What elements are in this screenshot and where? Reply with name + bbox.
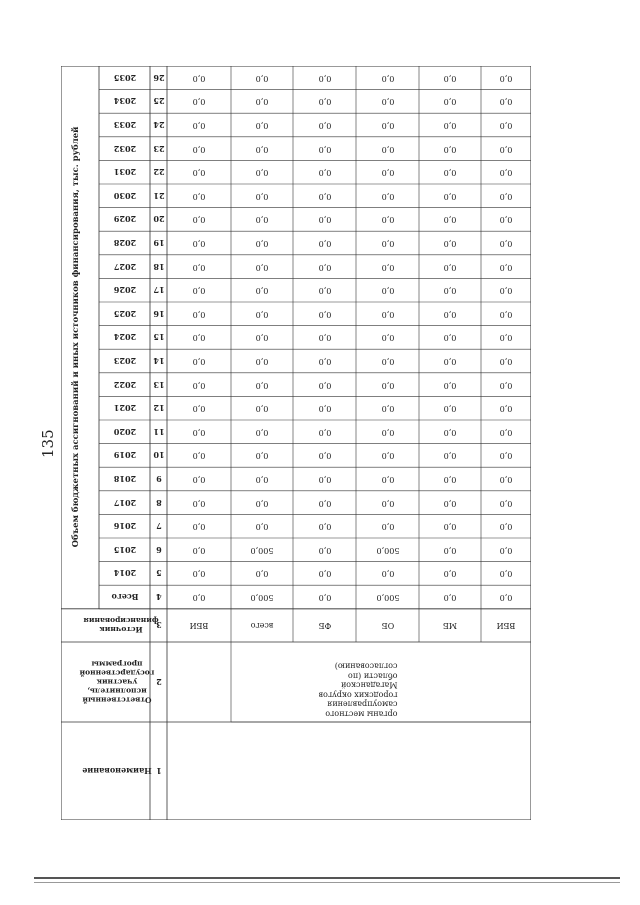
total-cell: 500,0 xyxy=(250,593,274,602)
data-cell: 0,0 xyxy=(381,97,394,107)
data-cell: 0,0 xyxy=(381,380,394,390)
data-cell: 0,0 xyxy=(443,168,457,178)
col-number: 20 xyxy=(152,214,165,225)
data-cell: 0,0 xyxy=(318,73,331,83)
data-cell: 0,0 xyxy=(318,451,331,461)
data-cell: 0,0 xyxy=(255,168,269,178)
col-number: 5 xyxy=(155,568,162,579)
data-cell: 0,0 xyxy=(381,215,394,225)
col-number: 23 xyxy=(152,143,165,154)
total-cell: 0,0 xyxy=(192,593,206,602)
data-cell: 0,0 xyxy=(192,357,206,366)
data-cell: 0,0 xyxy=(381,475,394,484)
data-cell: 0,0 xyxy=(192,73,206,83)
data-cell: 0,0 xyxy=(318,380,331,390)
responsible-text: органы местного самоуправления городских округов Магаданской области (по согласованию) xyxy=(318,662,397,719)
year-label: 2028 xyxy=(113,238,136,248)
data-cell: 0,0 xyxy=(318,545,331,555)
col-number: 17 xyxy=(152,285,165,296)
data-cell: 0,0 xyxy=(255,333,269,343)
data-cell: 0,0 xyxy=(318,168,331,178)
data-cell: 0,0 xyxy=(192,404,206,414)
year-label: 2015 xyxy=(113,544,136,555)
year-label: 2025 xyxy=(113,308,136,319)
data-cell: 0,0 xyxy=(499,545,513,555)
year-label: 2029 xyxy=(113,214,136,225)
data-cell: 0,0 xyxy=(499,73,513,83)
data-cell: 0,0 xyxy=(443,427,457,437)
data-cell: 0,0 xyxy=(255,215,269,225)
col-number: 16 xyxy=(152,308,165,319)
col-number: 8 xyxy=(155,497,162,508)
data-cell: 0,0 xyxy=(192,569,206,579)
page-number: 135 xyxy=(39,429,57,458)
total-label: Всего xyxy=(111,592,138,602)
data-cell: 0,0 xyxy=(192,286,206,296)
data-cell: 0,0 xyxy=(318,522,331,532)
data-cell: 0,0 xyxy=(192,97,206,107)
col-number: 21 xyxy=(152,190,165,201)
data-cell: 0,0 xyxy=(318,357,331,366)
col-number: 4 xyxy=(155,592,162,602)
col-number: 3 xyxy=(155,620,162,631)
data-cell: 0,0 xyxy=(443,545,457,555)
data-cell: 0,0 xyxy=(443,239,457,248)
data-cell: 0,0 xyxy=(499,215,513,225)
data-cell: 0,0 xyxy=(192,262,206,272)
data-cell: 0,0 xyxy=(192,522,206,532)
total-cell: 0,0 xyxy=(443,593,457,602)
data-cell: 0,0 xyxy=(443,286,457,296)
data-cell: 0,0 xyxy=(499,97,513,107)
name-header: Наименование xyxy=(81,766,152,776)
col-number: 2 xyxy=(155,677,162,687)
year-label: 2017 xyxy=(113,497,136,508)
data-cell: 0,0 xyxy=(381,239,394,248)
data-cell: 0,0 xyxy=(192,333,206,343)
data-cell: 0,0 xyxy=(255,498,269,508)
data-cell: 0,0 xyxy=(499,309,513,319)
col-number: 6 xyxy=(155,544,162,555)
data-cell: 0,0 xyxy=(381,451,394,461)
data-cell: 0,0 xyxy=(381,144,394,154)
total-cell: 500,0 xyxy=(376,593,399,602)
data-cell: 0,0 xyxy=(443,357,457,366)
total-cell: 0,0 xyxy=(318,593,331,602)
data-cell: 0,0 xyxy=(443,144,457,154)
data-cell: 0,0 xyxy=(499,191,513,201)
data-cell: 0,0 xyxy=(381,357,394,366)
footer-rule xyxy=(34,877,620,879)
data-cell: 0,0 xyxy=(499,239,513,248)
data-cell: 0,0 xyxy=(318,498,331,508)
data-cell: 0,0 xyxy=(318,569,331,579)
data-cell: 0,0 xyxy=(255,286,269,296)
data-cell: 0,0 xyxy=(192,121,206,130)
data-cell: 0,0 xyxy=(318,191,331,201)
data-cell: 0,0 xyxy=(443,569,457,579)
data-cell: 0,0 xyxy=(443,97,457,107)
data-cell: 0,0 xyxy=(318,239,331,248)
data-cell: 0,0 xyxy=(499,380,513,390)
data-cell: 0,0 xyxy=(318,286,331,296)
data-cell: 0,0 xyxy=(255,73,269,83)
data-cell: 0,0 xyxy=(318,97,331,107)
data-cell: 0,0 xyxy=(499,451,513,461)
data-cell: 0,0 xyxy=(381,427,394,437)
data-cell: 0,0 xyxy=(381,404,394,414)
source-cell: ВБИ xyxy=(189,621,209,631)
year-label: 2032 xyxy=(113,143,136,154)
data-cell: 0,0 xyxy=(443,262,457,272)
table-grid xyxy=(61,66,531,820)
year-label: 2026 xyxy=(113,285,136,296)
year-label: 2022 xyxy=(113,379,136,390)
year-label: 2033 xyxy=(113,120,136,130)
data-cell: 0,0 xyxy=(192,451,206,461)
data-cell: 0,0 xyxy=(255,569,269,579)
data-cell: 0,0 xyxy=(381,333,394,343)
data-cell: 0,0 xyxy=(499,357,513,366)
data-cell: 0,0 xyxy=(443,380,457,390)
data-cell: 0,0 xyxy=(499,286,513,296)
col-number: 26 xyxy=(152,72,165,83)
data-cell: 0,0 xyxy=(192,144,206,154)
year-label: 2035 xyxy=(113,72,136,83)
data-cell: 0,0 xyxy=(255,404,269,414)
data-cell: 0,0 xyxy=(318,404,331,414)
data-cell: 0,0 xyxy=(255,144,269,154)
data-cell: 0,0 xyxy=(443,522,457,532)
data-cell: 0,0 xyxy=(318,333,331,343)
data-cell: 0,0 xyxy=(499,522,513,532)
data-cell: 0,0 xyxy=(192,191,206,201)
data-cell: 0,0 xyxy=(443,451,457,461)
data-cell: 0,0 xyxy=(192,309,206,319)
data-cell: 0,0 xyxy=(443,215,457,225)
data-cell: 0,0 xyxy=(192,475,206,484)
data-cell: 0,0 xyxy=(381,569,394,579)
data-cell: 0,0 xyxy=(255,262,269,272)
data-cell: 0,0 xyxy=(443,404,457,414)
data-cell: 0,0 xyxy=(443,309,457,319)
year-label: 2027 xyxy=(113,261,136,272)
source-header: Источник финансирования xyxy=(82,616,159,635)
col-number: 22 xyxy=(152,167,165,178)
data-cell: 0,0 xyxy=(443,498,457,508)
data-cell: 0,0 xyxy=(318,427,331,437)
data-cell: 0,0 xyxy=(192,168,206,178)
year-label: 2021 xyxy=(113,403,136,414)
budget-table xyxy=(61,66,531,820)
col-number: 11 xyxy=(152,426,165,437)
data-cell: 0,0 xyxy=(499,404,513,414)
data-cell: 0,0 xyxy=(499,262,513,272)
col-number: 7 xyxy=(155,521,162,532)
col-number: 10 xyxy=(152,450,165,461)
year-label: 2020 xyxy=(113,426,136,437)
data-cell: 0,0 xyxy=(318,121,331,130)
data-cell: 0,0 xyxy=(192,380,206,390)
data-cell: 0,0 xyxy=(192,545,206,555)
data-cell: 0,0 xyxy=(381,522,394,532)
year-label: 2016 xyxy=(113,521,136,532)
data-cell: 0,0 xyxy=(255,475,269,484)
year-label: 2018 xyxy=(113,474,136,484)
source-cell: всего xyxy=(250,621,274,631)
year-label: 2019 xyxy=(113,450,136,461)
data-cell: 0,0 xyxy=(318,144,331,154)
data-cell: 0,0 xyxy=(255,239,269,248)
col-number: 18 xyxy=(152,261,165,272)
source-cell: МБ xyxy=(442,621,458,631)
data-cell: 0,0 xyxy=(318,309,331,319)
data-cell: 0,0 xyxy=(499,121,513,130)
data-cell: 0,0 xyxy=(255,309,269,319)
data-cell: 0,0 xyxy=(192,498,206,508)
data-cell: 0,0 xyxy=(255,357,269,366)
data-cell: 0,0 xyxy=(381,498,394,508)
data-cell: 0,0 xyxy=(381,262,394,272)
data-cell: 0,0 xyxy=(192,427,206,437)
data-cell: 0,0 xyxy=(255,97,269,107)
data-cell: 0,0 xyxy=(443,475,457,484)
data-cell: 0,0 xyxy=(499,498,513,508)
data-cell: 0,0 xyxy=(318,262,331,272)
data-cell: 0,0 xyxy=(499,333,513,343)
col-number: 13 xyxy=(152,379,165,390)
data-cell: 0,0 xyxy=(381,286,394,296)
col-number: 12 xyxy=(152,403,165,414)
col-number: 1 xyxy=(155,766,162,776)
data-cell: 0,0 xyxy=(255,427,269,437)
col-number: 25 xyxy=(152,96,165,107)
data-cell: 0,0 xyxy=(381,309,394,319)
data-cell: 0,0 xyxy=(499,569,513,579)
source-cell: ВБИ xyxy=(496,621,516,631)
col-number: 9 xyxy=(155,474,162,484)
data-cell: 0,0 xyxy=(255,380,269,390)
data-cell: 0,0 xyxy=(381,168,394,178)
col-number: 14 xyxy=(152,356,165,366)
year-label: 2024 xyxy=(113,332,136,343)
col-number: 24 xyxy=(152,120,165,130)
year-label: 2034 xyxy=(113,96,136,107)
data-cell: 0,0 xyxy=(255,191,269,201)
source-cell: ФБ xyxy=(318,621,331,631)
footer-rule-thin xyxy=(34,882,620,883)
data-cell: 0,0 xyxy=(192,215,206,225)
data-cell: 0,0 xyxy=(499,427,513,437)
data-cell: 0,0 xyxy=(255,121,269,130)
year-label: 2031 xyxy=(113,167,136,178)
funding-group-title: Объем бюджетных ассигнований и иных источников финансирования, тыс. рублей xyxy=(71,126,81,548)
data-cell: 0,0 xyxy=(443,73,457,83)
data-cell: 0,0 xyxy=(381,121,394,130)
data-cell: 0,0 xyxy=(499,144,513,154)
data-cell: 0,0 xyxy=(318,215,331,225)
col-number: 15 xyxy=(152,332,165,343)
data-cell: 0,0 xyxy=(499,475,513,484)
data-cell: 0,0 xyxy=(381,73,394,83)
year-label: 2030 xyxy=(113,190,136,201)
data-cell: 0,0 xyxy=(255,522,269,532)
col-number: 19 xyxy=(152,238,165,248)
data-cell: 0,0 xyxy=(255,451,269,461)
responsible-header: Ответственный исполнитель, участник государственной программы xyxy=(79,659,154,705)
data-cell: 500,0 xyxy=(250,545,274,555)
source-cell: ОБ xyxy=(381,621,394,631)
year-label: 2014 xyxy=(113,568,136,579)
data-cell: 500,0 xyxy=(376,545,399,555)
data-cell: 0,0 xyxy=(443,333,457,343)
data-cell: 0,0 xyxy=(499,168,513,178)
year-label: 2023 xyxy=(113,356,136,366)
data-cell: 0,0 xyxy=(192,239,206,248)
data-cell: 0,0 xyxy=(443,191,457,201)
data-cell: 0,0 xyxy=(318,475,331,484)
total-cell: 0,0 xyxy=(499,593,513,602)
data-cell: 0,0 xyxy=(381,191,394,201)
data-cell: 0,0 xyxy=(443,121,457,130)
